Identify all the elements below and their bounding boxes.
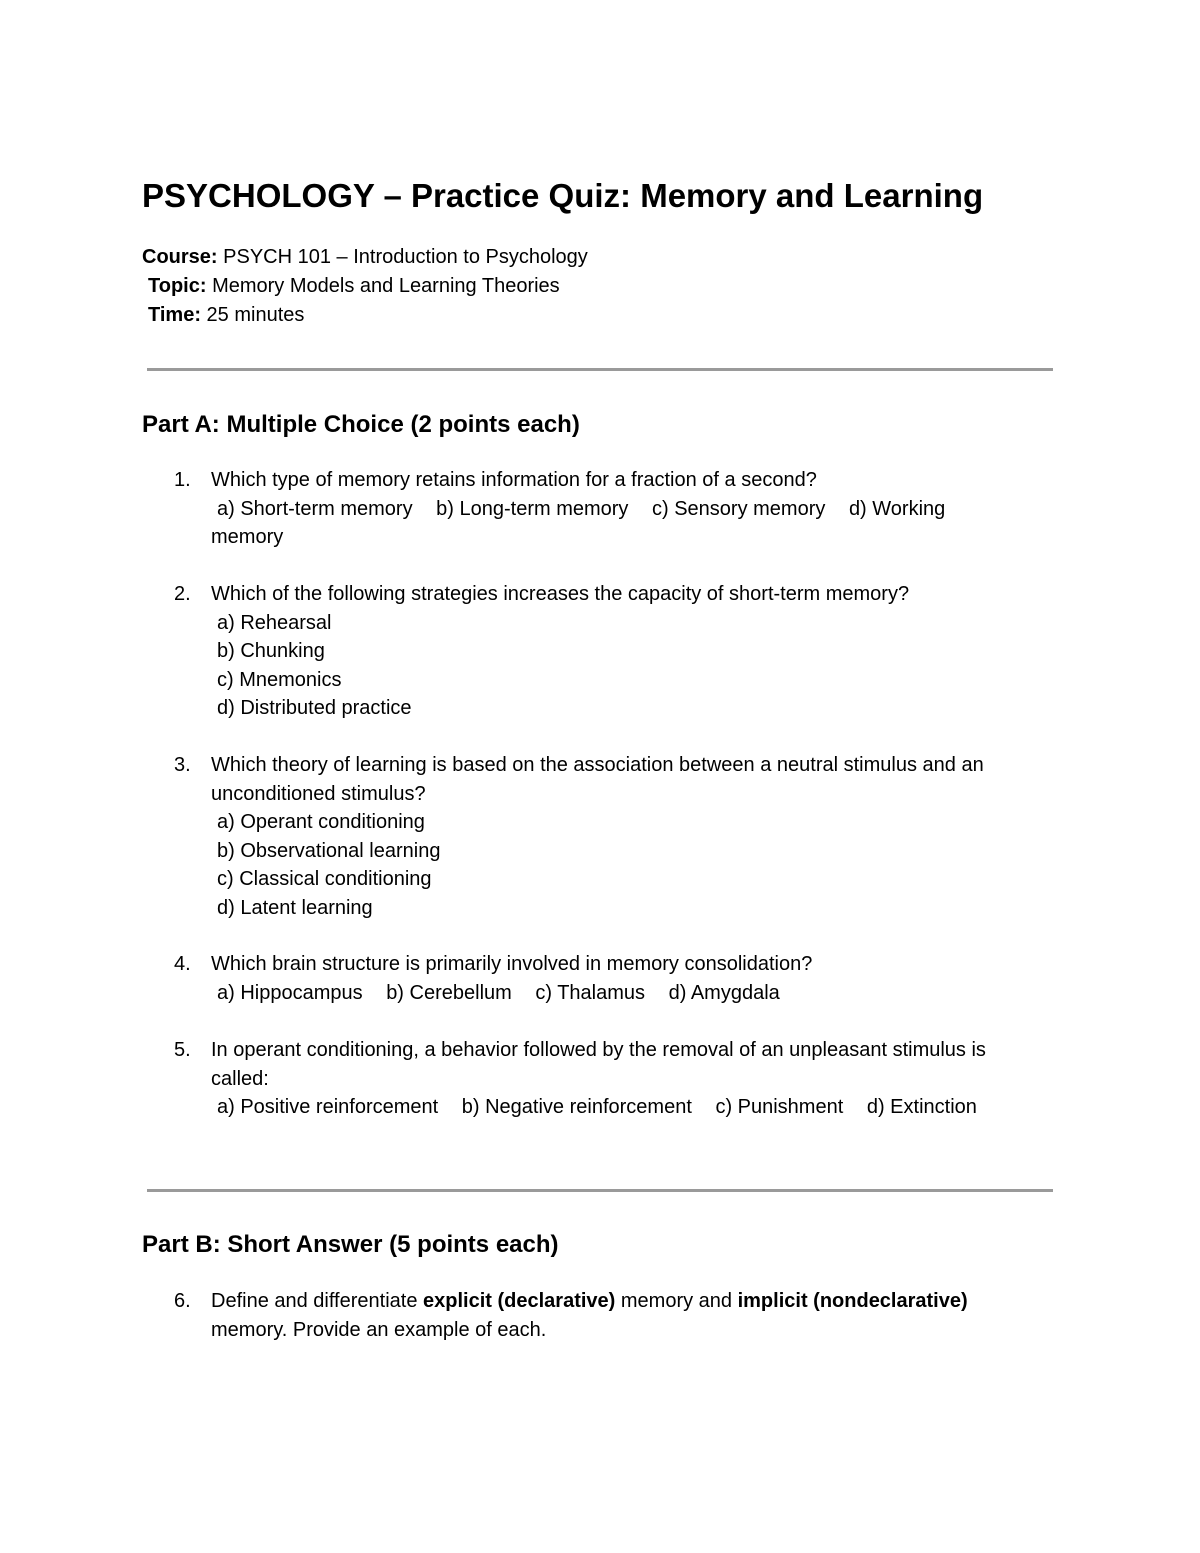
question-text-part: Define and differentiate [211,1290,424,1312]
divider [147,1189,1053,1192]
option-b: b) Long-term memory [436,497,629,520]
answer-options [211,495,1061,524]
topic-label: Topic: [148,275,207,297]
quiz-meta [142,243,588,330]
option-c: c) Thalamus [535,981,646,1004]
option-c: c) Mnemonics [217,668,342,691]
course-label: Course: [142,246,218,268]
part-a-heading: Part A: Multiple Choice (2 points each) [142,411,580,438]
page-title: PSYCHOLOGY – Practice Quiz: Memory and Learning [142,177,984,214]
question-number: 2. [174,583,191,605]
question-number: 6. [174,1290,191,1312]
option-a: a) Short-term memory [217,497,413,520]
divider [147,368,1053,371]
question-number: 4. [174,953,191,975]
question-text: Which theory of learning is based on the association between a neutral stimulus and an [211,754,984,776]
option-b: b) Cerebellum [386,981,512,1004]
question-text-continued: unconditioned stimulus? [211,782,426,805]
option-b: b) Observational learning [217,839,441,862]
option-b: b) Negative reinforcement [461,1096,692,1118]
option-a: a) Positive reinforcement [217,1096,439,1118]
course-row [142,243,588,272]
question-text: In operant conditioning, a behavior followed by the removal of an unpleasant stimulus is [211,1039,986,1061]
option-d: d) Distributed practice [217,697,412,719]
option-c: c) Punishment [715,1096,844,1118]
option-d: d) Working [848,497,946,520]
course-value: PSYCH 101 – Introduction to Psychology [223,246,588,268]
question-text: Which brain structure is primarily involved in memory consolidation? [211,953,813,975]
question-text [211,1287,1061,1316]
option-d: d) Extinction [866,1096,977,1118]
topic-row [142,272,588,301]
question-text: Which type of memory retains information for a fraction of a second? [211,469,817,491]
question-text-continued: memory. Provide an example of each. [211,1318,547,1341]
option-c: c) Sensory memory [652,497,826,520]
answer-options [211,1093,1061,1122]
option-d: d) Amygdala [668,981,780,1004]
option-c: c) Classical conditioning [217,868,432,890]
term-explicit: explicit (declarative) [423,1290,616,1312]
option-a: a) Rehearsal [217,611,332,634]
part-b-heading: Part B: Short Answer (5 points each) [142,1231,559,1258]
option-b: b) Chunking [217,640,325,662]
question-number: 1. [174,469,191,491]
question-text: Which of the following strategies increases the capacity of short-term memory? [211,583,910,605]
topic-value: Memory Models and Learning Theories [212,275,560,297]
term-implicit: implicit (nondeclarative) [737,1290,968,1312]
question-text-part: memory and [615,1290,738,1312]
answer-options [211,979,1061,1008]
option-d-continued: memory [211,526,284,548]
question-text-continued: called: [211,1067,269,1090]
option-a: a) Hippocampus [217,981,363,1004]
time-value: 25 minutes [206,304,305,326]
option-d: d) Latent learning [217,896,373,919]
time-label: Time: [148,304,201,326]
question-number: 5. [174,1039,191,1061]
time-row [142,301,588,330]
option-a: a) Operant conditioning [217,811,425,833]
question-number: 3. [174,754,191,776]
